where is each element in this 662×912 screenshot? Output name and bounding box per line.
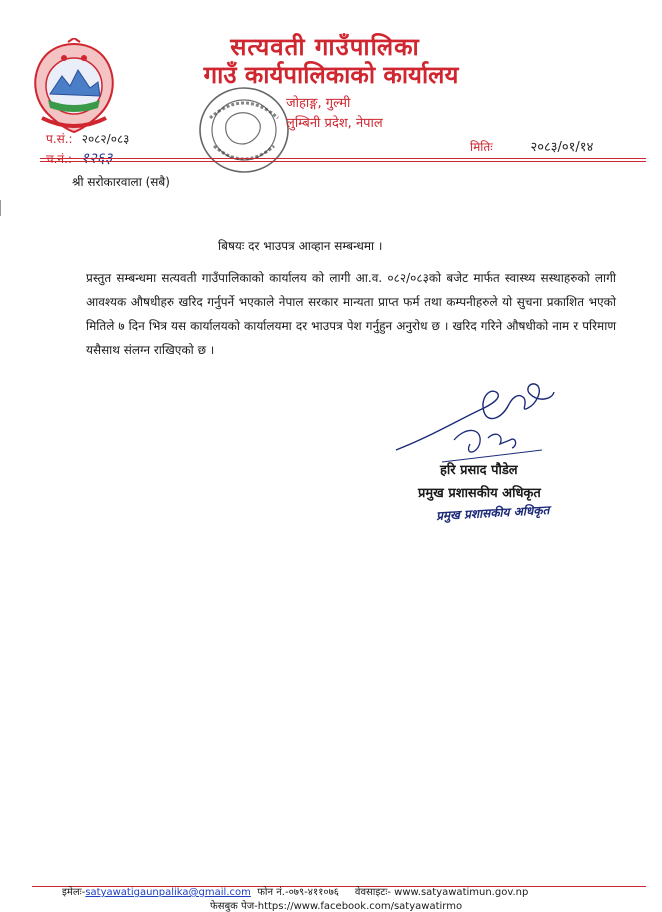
ps-value: २०८२/०८३	[81, 132, 130, 146]
signatory-title: प्रमुख प्रशासकीय अधिकृत	[418, 486, 541, 501]
office-name-heading: सत्यवती गाउँपालिका	[230, 33, 420, 61]
cn-value: १२६३	[81, 149, 113, 167]
date-value: २०८३/०१/१४	[530, 140, 594, 155]
date-row	[470, 137, 593, 155]
nepal-emblem-logo	[28, 38, 120, 134]
designation-stamp: प्रमुख प्रशासकीय अधिकृत	[435, 503, 550, 523]
subject-line: बिषयः दर भाउपत्र आव्हान सम्बन्धमा ।	[218, 239, 383, 253]
cn-label: च.नं.:	[46, 152, 72, 166]
office-seal-stamp	[196, 84, 292, 176]
facebook-link[interactable]: https://www.facebook.com/satyawatirmo	[257, 901, 463, 912]
reference-number-row	[46, 128, 129, 147]
letter-body	[86, 266, 616, 362]
header-divider-bottom	[40, 161, 646, 162]
website-label: वेवसाइटः-	[354, 887, 391, 898]
address-line-1: जोहाङ्ग, गुल्मी	[286, 96, 351, 111]
office-address	[286, 94, 383, 134]
header-divider-top	[40, 158, 646, 159]
signatory-name: हरि प्रसाद पौडेल	[440, 463, 518, 478]
punch-mark	[0, 200, 7, 216]
body-paragraph: प्रस्तुत सम्बन्धमा सत्यवती गाउँपालिकाको कार्यालय को लागी आ.व. ०८२/०८३को बजेट मार्फत स्वास्थ्य सस्थाहरुको लागी आवश्यक औषधीहरु खरिद गर्नुपर्ने भएकाले नेपाल सरकार मान्यता प्राप्त फर्म तथा कम्पनीहरुले यो सुचना प्रकाशित भएको मितिले ७ दिन भित्र यस कार्यालयको कार्यालयमा दर भाउपत्र पेश गर्नुहुन अनुरोध छ । खरिद गरिने औषधीको नाम र परिमाण यसैसाथ संलग्न राखिएको छ ।	[86, 271, 616, 357]
footer-contact-line	[62, 884, 528, 898]
date-label: मितिः	[470, 140, 493, 154]
address-line-2: लुम्बिनी प्रदेश, नेपाल	[286, 116, 383, 131]
handwritten-signature	[392, 378, 558, 470]
office-subheading: गाउँ कार्यपालिकाको कार्यालय	[203, 61, 459, 89]
email-link[interactable]: satyawatigaunpalika@gmail.com	[85, 887, 251, 898]
recipient: श्री सरोकारवाला (सबै)	[72, 175, 170, 189]
email-label: इमेलः-	[62, 887, 86, 898]
phone-number: फोन नं.-०७९-४११०७६	[257, 887, 339, 898]
ps-label: प.सं.:	[46, 132, 73, 146]
website-link[interactable]: www.satyawatimun.gov.np	[394, 887, 529, 898]
facebook-label: फेसबुक पेज-	[210, 901, 258, 912]
